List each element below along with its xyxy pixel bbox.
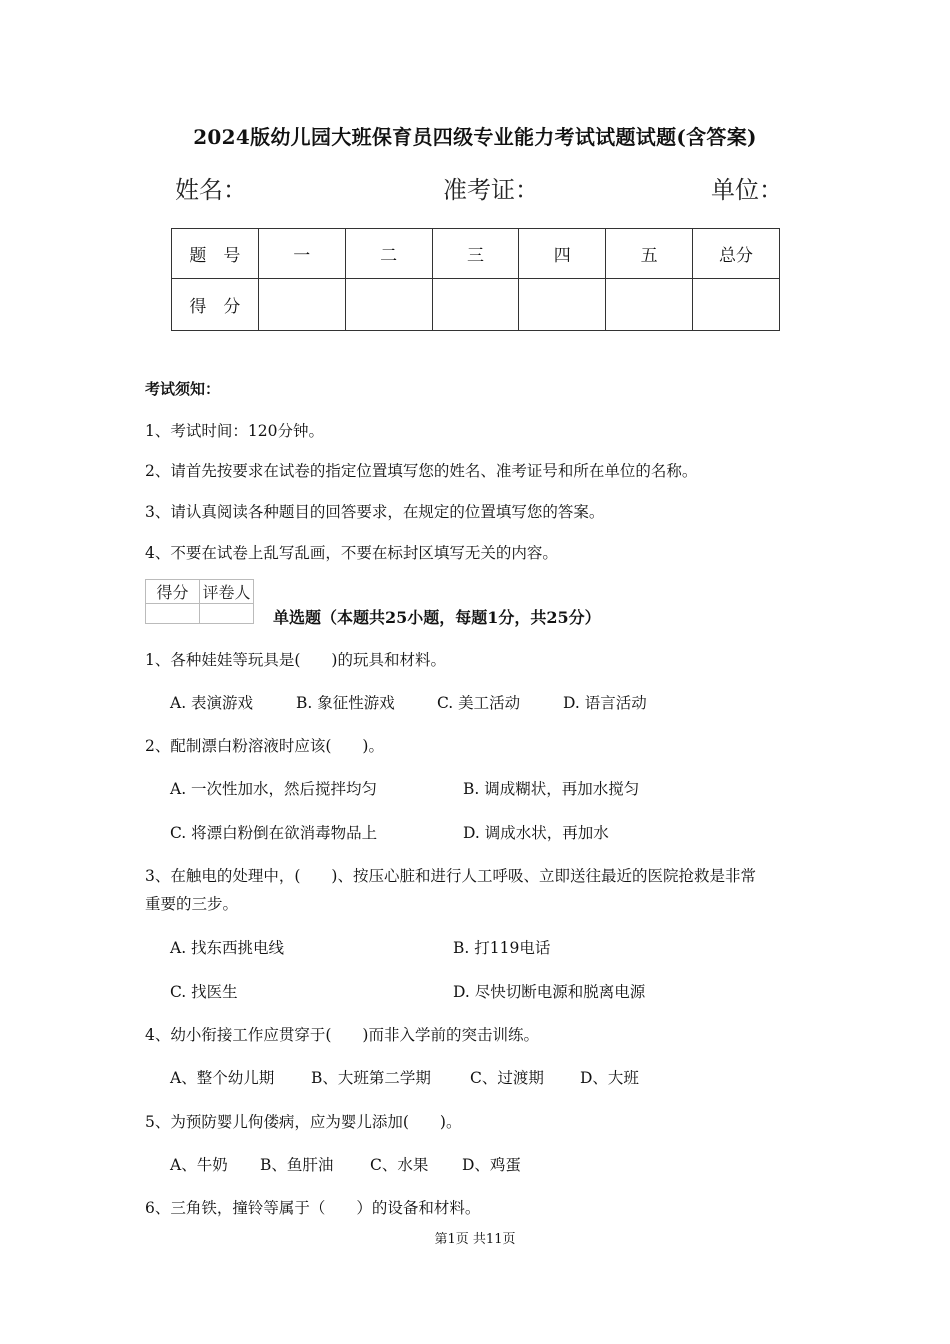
score-header-5: 五	[606, 229, 693, 279]
name-label: 姓名：	[175, 176, 247, 204]
grader-score-label: 得分	[146, 580, 200, 604]
exam-id-label: 准考证：	[443, 176, 539, 204]
unit-label: 单位：	[711, 176, 783, 204]
score-cell	[432, 279, 519, 331]
question-1-stem: 1、各种娃娃等玩具是( )的玩具和材料。	[145, 651, 446, 669]
question-3-option-d: D. 尽快切断电源和脱离电源	[453, 983, 646, 1001]
question-5-option-a: A、牛奶	[170, 1156, 228, 1174]
score-cell	[606, 279, 693, 331]
question-4-option-d: D、大班	[580, 1069, 639, 1087]
score-table	[171, 228, 780, 331]
score-cell	[258, 279, 345, 331]
section-title: 单选题（本题共25小题，每题1分，共25分）	[273, 608, 601, 627]
question-1-option-b: B. 象征性游戏	[296, 694, 395, 712]
score-header-1: 一	[258, 229, 345, 279]
question-5-stem: 5、为预防婴儿佝偻病，应为婴儿添加( )。	[145, 1113, 462, 1131]
document-title: 2024版幼儿园大班保育员四级专业能力考试试题试题(含答案)	[193, 125, 757, 149]
score-header-question-number: 题 号	[172, 229, 259, 279]
notice-heading: 考试须知：	[145, 380, 221, 398]
question-5-option-b: B、鱼肝油	[260, 1156, 334, 1174]
question-3-stem-line-2: 重要的三步。	[145, 895, 239, 913]
question-4-option-a: A、整个幼儿期	[170, 1069, 275, 1087]
question-4-option-b: B、大班第二学期	[311, 1069, 431, 1087]
question-2-option-d: D. 调成水状，再加水	[463, 824, 609, 842]
score-header-3: 三	[432, 229, 519, 279]
score-cell	[519, 279, 606, 331]
notice-item-1: 1、考试时间：120分钟。	[145, 422, 324, 440]
question-5-option-d: D、鸡蛋	[462, 1156, 521, 1174]
grader-score-cell	[146, 604, 200, 624]
notice-item-4: 4、不要在试卷上乱写乱画，不要在标封区填写无关的内容。	[145, 544, 558, 562]
question-3-option-b: B. 打119电话	[453, 939, 551, 957]
page-footer: 第1页 共11页	[434, 1232, 516, 1247]
question-1-option-c: C. 美工活动	[437, 694, 521, 712]
question-3-stem-line-1: 3、在触电的处理中，( )、按压心脏和进行人工呼吸、立即送往最近的医院抢救是非常	[145, 867, 756, 885]
score-header-2: 二	[345, 229, 432, 279]
grader-table	[145, 579, 254, 624]
notice-item-3: 3、请认真阅读各种题目的回答要求，在规定的位置填写您的答案。	[145, 503, 605, 521]
question-2-option-b: B. 调成糊状，再加水搅匀	[463, 780, 640, 798]
grader-name-cell	[200, 604, 254, 624]
grader-name-label: 评卷人	[200, 580, 254, 604]
score-header-total: 总分	[693, 229, 780, 279]
score-row-label: 得 分	[172, 279, 259, 331]
question-2-option-c: C. 将漂白粉倒在欲消毒物品上	[170, 824, 378, 842]
notice-item-2: 2、请首先按要求在试卷的指定位置填写您的姓名、准考证号和所在单位的名称。	[145, 462, 698, 480]
question-2-stem: 2、配制漂白粉溶液时应该( )。	[145, 737, 384, 755]
question-2-option-a: A. 一次性加水，然后搅拌均匀	[170, 780, 378, 798]
score-header-4: 四	[519, 229, 606, 279]
question-3-option-c: C. 找医生	[170, 983, 238, 1001]
question-5-option-c: C、水果	[370, 1156, 429, 1174]
question-4-option-c: C、过渡期	[470, 1069, 544, 1087]
question-3-option-a: A. 找东西挑电线	[170, 939, 285, 957]
question-1-option-d: D. 语言活动	[563, 694, 647, 712]
question-1-option-a: A. 表演游戏	[170, 694, 254, 712]
score-cell	[693, 279, 780, 331]
question-6-stem: 6、三角铁，撞铃等属于（ ）的设备和材料。	[145, 1199, 481, 1217]
score-cell	[345, 279, 432, 331]
question-4-stem: 4、幼小衔接工作应贯穿于( )而非入学前的突击训练。	[145, 1026, 539, 1044]
